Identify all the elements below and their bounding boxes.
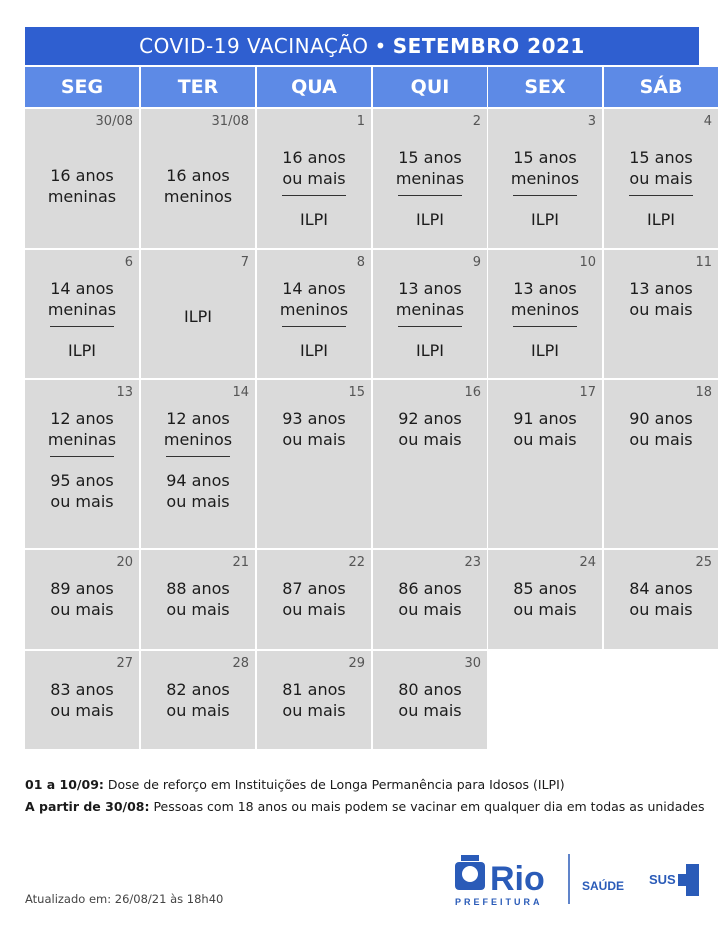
cell-bottom-text: ILPI [416, 210, 444, 229]
cell-date: 2 [472, 114, 481, 129]
cell-text: ou mais [398, 701, 462, 720]
cell-text: 89 anos [50, 579, 114, 598]
cell-text: 85 anos [513, 579, 577, 598]
notes [25, 774, 705, 818]
cell-text: ou mais [282, 600, 346, 619]
calendar-day-cell [604, 109, 718, 248]
cell-text: 13 anos [513, 279, 577, 298]
cell-date: 24 [579, 555, 596, 570]
cell-date: 13 [116, 385, 133, 400]
logo-sus-text: SUS [649, 872, 676, 887]
cell-text: meninos [510, 169, 580, 188]
calendar-day-cell [373, 651, 487, 749]
calendar-day-cell [141, 250, 255, 378]
cell-bottom-text: ILPI [647, 210, 675, 229]
cell-date: 23 [464, 555, 481, 570]
weekday-ter: TER [141, 67, 255, 107]
cell-text: ou mais [629, 169, 693, 188]
cell-date: 27 [116, 656, 133, 671]
title-bullet: • [374, 34, 387, 58]
cell-text: 84 anos [629, 579, 693, 598]
cell-divider [513, 326, 577, 327]
weekday-qui: QUI [373, 67, 487, 107]
weekday-qua: QUA [257, 67, 371, 107]
cell-text: ou mais [513, 600, 577, 619]
cell-text: ou mais [50, 600, 114, 619]
calendar-day-cell [488, 109, 602, 248]
calendar-day-cell [488, 380, 602, 548]
cell-divider [282, 326, 346, 327]
calendar-day-cell [373, 109, 487, 248]
cell-text: 87 anos [282, 579, 346, 598]
cell-text: 14 anos [282, 279, 346, 298]
title-month: SETEMBRO 2021 [392, 34, 585, 58]
cell-date: 3 [587, 114, 596, 129]
cell-date: 14 [232, 385, 249, 400]
calendar-day-cell [604, 250, 718, 378]
cell-text: 14 anos [50, 279, 114, 298]
note-18-plus-label: A partir de 30/08: [25, 799, 150, 814]
calendar-day-cell [488, 250, 602, 378]
prefeitura-rio-logo [452, 852, 699, 912]
calendar-day-cell [25, 250, 139, 378]
cell-date: 11 [695, 255, 712, 270]
cell-date: 6 [124, 255, 133, 270]
calendar-day-cell [604, 380, 718, 548]
cell-divider [50, 456, 114, 457]
cell-bottom-text: ILPI [300, 210, 328, 229]
cell-text: 13 anos [398, 279, 462, 298]
logo-prefeitura-text: PREFEITURA [455, 897, 543, 907]
cell-text: 15 anos [629, 148, 693, 167]
cell-text: meninos [279, 300, 349, 319]
calendar-day-cell [373, 250, 487, 378]
cell-text: 13 anos [629, 279, 693, 298]
cell-date: 4 [703, 114, 712, 129]
cell-date: 9 [472, 255, 481, 270]
cell-bottom-text: ILPI [68, 341, 96, 360]
cell-text: ou mais [629, 300, 693, 319]
cell-text: ou mais [629, 430, 693, 449]
cell-text: 92 anos [398, 409, 462, 428]
cell-text: 83 anos [50, 680, 114, 699]
cell-date: 10 [579, 255, 596, 270]
calendar-day-cell [257, 550, 371, 649]
cell-date: 17 [579, 385, 596, 400]
calendar-day-cell [141, 109, 255, 248]
cell-divider [282, 195, 346, 196]
cell-bottom-text: ILPI [531, 341, 559, 360]
cell-bottom-text: ILPI [300, 341, 328, 360]
cell-date: 1 [356, 114, 365, 129]
cell-date: 28 [232, 656, 249, 671]
note-ilpi-text: Dose de reforço em Instituições de Longa Permanência para Idosos (ILPI) [103, 777, 565, 792]
note-18-plus-text: Pessoas com 18 anos ou mais podem se vacinar em qualquer dia em todas as unidades [149, 799, 705, 814]
cell-text: ou mais [282, 430, 346, 449]
cell-text: meninas [395, 300, 465, 319]
cell-date: 25 [695, 555, 712, 570]
cell-text: 93 anos [282, 409, 346, 428]
weekday-sab: SÁB [604, 67, 718, 107]
calendar-day-cell [25, 550, 139, 649]
cell-text: ou mais [282, 701, 346, 720]
cell-text: meninos [510, 300, 580, 319]
cell-date: 7 [240, 255, 249, 270]
cell-date: 22 [348, 555, 365, 570]
cell-text: 16 anos [166, 166, 230, 185]
cell-divider [398, 195, 462, 196]
logo-saude-text: SAÚDE [582, 879, 625, 893]
cell-text: meninas [47, 300, 117, 319]
calendar-day-cell [257, 109, 371, 248]
cell-text: 86 anos [398, 579, 462, 598]
cell-text: 88 anos [166, 579, 230, 598]
cell-date: 15 [348, 385, 365, 400]
cell-text: 15 anos [513, 148, 577, 167]
cell-text: 16 anos [50, 166, 114, 185]
cell-text: ou mais [282, 169, 346, 188]
sus-cross-icon [678, 864, 699, 896]
cell-divider [398, 326, 462, 327]
cell-date: 29 [348, 656, 365, 671]
calendar-day-cell [488, 550, 602, 649]
cell-text: 16 anos [282, 148, 346, 167]
updated-timestamp: Atualizado em: 26/08/21 às 18h40 [25, 892, 224, 906]
cell-bottom-text: 95 anos [50, 471, 114, 490]
calendar-day-cell [257, 250, 371, 378]
calendar-day-cell [25, 380, 139, 548]
cell-date: 8 [356, 255, 365, 270]
cell-text: 91 anos [513, 409, 577, 428]
calendar-day-cell [141, 651, 255, 749]
logo-rio-text: Rio [490, 860, 545, 898]
cell-date: 18 [695, 385, 712, 400]
cell-date: 16 [464, 385, 481, 400]
cell-divider [50, 326, 114, 327]
cell-text: 81 anos [282, 680, 346, 699]
cell-text: meninos [163, 430, 233, 449]
calendar-day-cell [604, 550, 718, 649]
cell-text: ou mais [50, 701, 114, 720]
cell-text: ou mais [513, 430, 577, 449]
weekday-sex: SEX [488, 67, 602, 107]
note-18-plus [25, 796, 705, 818]
cell-divider [513, 195, 577, 196]
cell-text: ou mais [398, 430, 462, 449]
rio-emblem-icon [455, 855, 485, 890]
calendar-day-cell [373, 550, 487, 649]
cell-bottom-text: 94 anos [166, 471, 230, 490]
cell-text: ou mais [166, 600, 230, 619]
cell-text: ou mais [166, 701, 230, 720]
cell-text: 82 anos [166, 680, 230, 699]
calendar-day-cell [373, 380, 487, 548]
cell-text: 12 anos [166, 409, 230, 428]
cell-text: 15 anos [398, 148, 462, 167]
cell-text: 12 anos [50, 409, 114, 428]
calendar-day-cell [257, 651, 371, 749]
weekday-seg: SEG [25, 67, 139, 107]
calendar-day-cell [141, 550, 255, 649]
calendar-day-cell [25, 651, 139, 749]
cell-text: meninos [163, 187, 233, 206]
cell-bottom-text: ILPI [531, 210, 559, 229]
cell-text: 80 anos [398, 680, 462, 699]
cell-date: 30/08 [95, 114, 133, 129]
cell-bottom-text: ILPI [416, 341, 444, 360]
cell-text: ou mais [629, 600, 693, 619]
note-ilpi-label: 01 a 10/09: [25, 777, 104, 792]
cell-date: 30 [464, 656, 481, 671]
note-ilpi [25, 774, 699, 796]
cell-date: 21 [232, 555, 249, 570]
cell-date: 20 [116, 555, 133, 570]
cell-bottom-text: ou mais [166, 492, 230, 511]
cell-text: meninas [395, 169, 465, 188]
cell-text: ILPI [184, 307, 212, 326]
title-prefix: COVID-19 VACINAÇÃO [139, 34, 369, 58]
cell-divider [166, 456, 230, 457]
calendar-day-cell [25, 109, 139, 248]
cell-bottom-text: ou mais [50, 492, 114, 511]
cell-date: 31/08 [211, 114, 249, 129]
calendar-day-cell [141, 380, 255, 548]
cell-text: meninas [47, 430, 117, 449]
calendar-day-cell [257, 380, 371, 548]
cell-text: 90 anos [629, 409, 693, 428]
cell-divider [629, 195, 693, 196]
cell-text: ou mais [398, 600, 462, 619]
cell-text: meninas [47, 187, 117, 206]
